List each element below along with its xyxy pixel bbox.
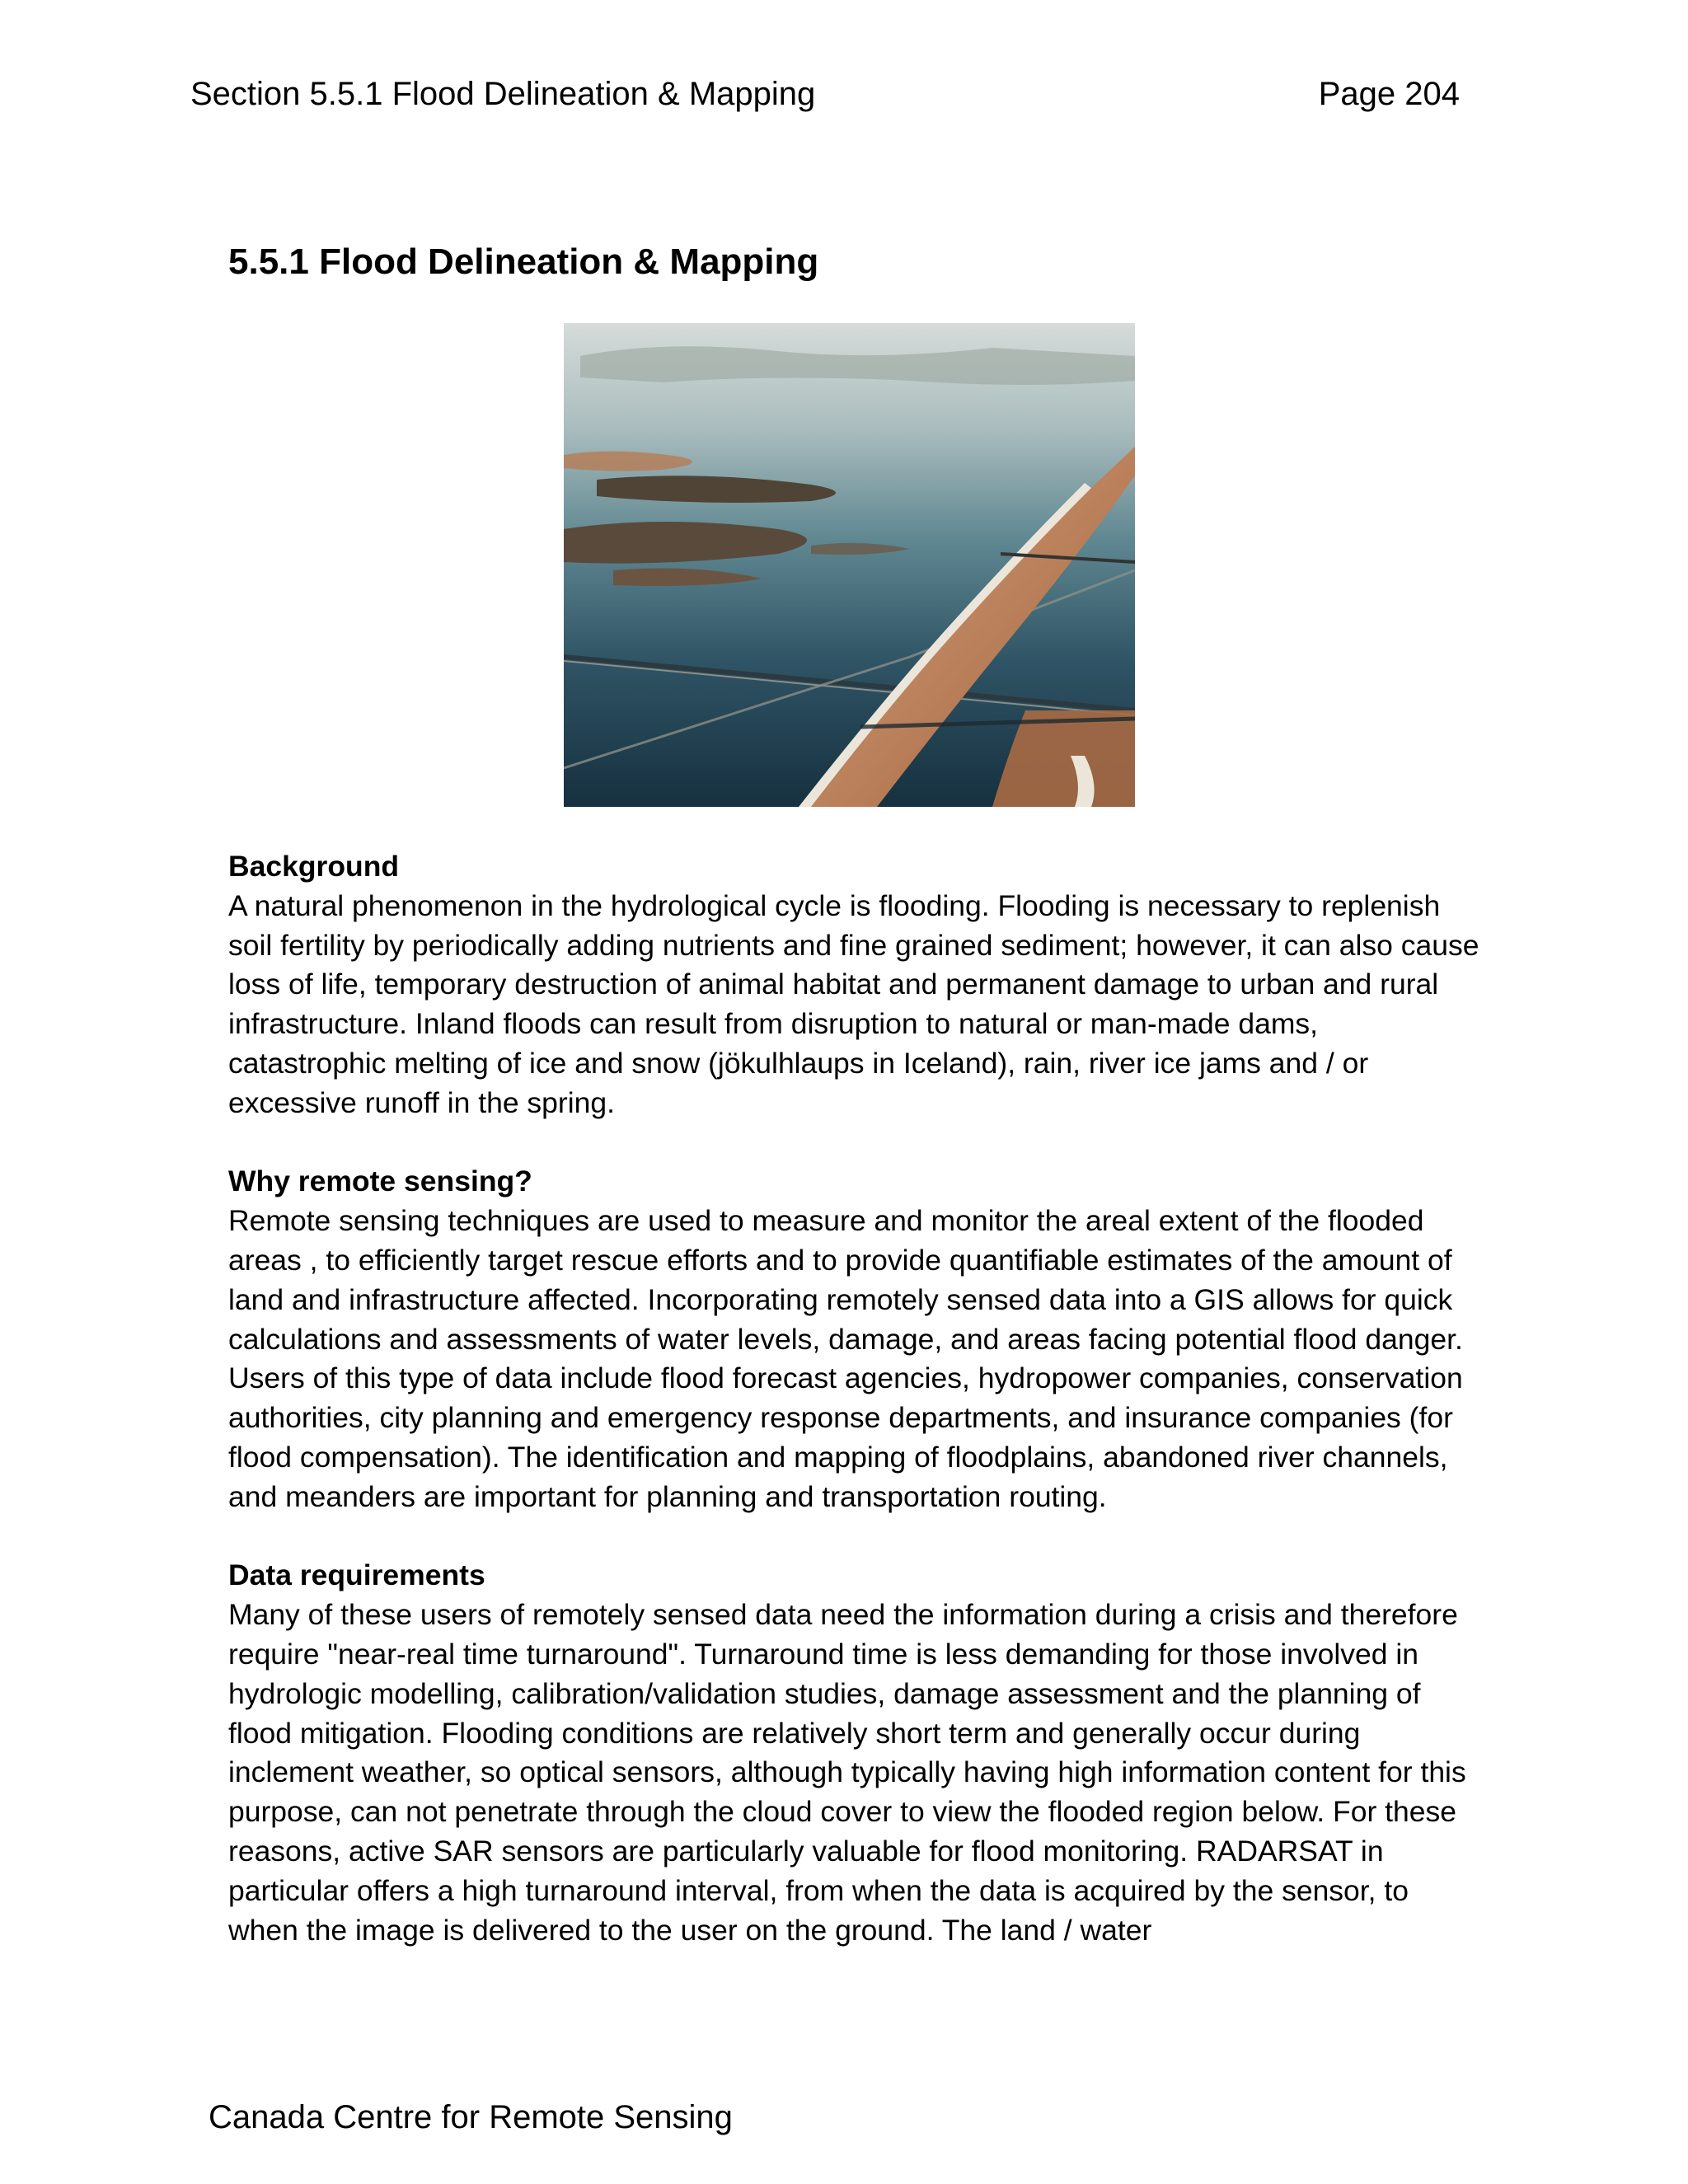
page-footer: Canada Centre for Remote Sensing xyxy=(209,2099,733,2135)
flood-aerial-photo-illustration xyxy=(564,323,1135,807)
header-page-number: Page 204 xyxy=(1318,76,1460,112)
page-title: 5.5.1 Flood Delineation & Mapping xyxy=(228,241,819,282)
section-heading-why-remote-sensing: Why remote sensing? xyxy=(228,1165,532,1198)
section-heading-data-requirements: Data requirements xyxy=(228,1558,485,1592)
flood-aerial-photo xyxy=(564,323,1135,807)
header-section-title: Section 5.5.1 Flood Delineation & Mapping xyxy=(190,76,816,112)
section-text-why-remote-sensing: Remote sensing techniques are used to measure and monitor the areal extent of the flooded areas , to efficiently target rescue efforts and to provide quantifiable estimates of the amount of land and infrastructure affected. Incorporating remotely sensed data into a GIS allows for quick calculations and assessments of water levels, damage, and areas facing potential flood danger. Users of this type of data include flood forecast agencies, hydropower companies, conservation authorities, city planning and emergency response departments, and insurance companies (for flood compensation). The identification and mapping of floodplains, abandoned river channels, and meanders are important for planning and transportation routing. xyxy=(228,1204,1463,1513)
section-heading-background: Background xyxy=(228,850,400,883)
section-text-background: A natural phenomenon in the hydrological cycle is flooding. Flooding is necessary to replenish soil fertility by periodically adding nutrients and fine grained sediment; however, it can also cause loss of life, temporary destruction of animal habitat and permanent damage to urban and rural infrastructure. Inland floods can result from disruption to natural or man-made dams, catastrophic melting of ice and snow (jökulhlaups in Iceland), rain, river ice jams and / or excessive runoff in the spring. xyxy=(228,888,1479,1119)
body-text xyxy=(228,847,1481,1950)
running-header xyxy=(190,71,1460,117)
section-text-data-requirements: Many of these users of remotely sensed data need the information during a crisis and therefore require "near-real time turnaround". Turnaround time is less demanding for those involved in hydrologic modelling, calibration/validation studies, damage assessment and the planning of flood mitigation. Flooding conditions are relatively short term and generally occur during inclement weather, so optical sensors, although typically having high information content for this purpose, can not penetrate through the cloud cover to view the flooded region below. For these reasons, active SAR sensors are particularly valuable for flood monitoring. RADARSAT in particular offers a high turnaround interval, from when the data is acquired by the sensor, to when the image is delivered to the user on the ground. The land / water xyxy=(228,1598,1466,1947)
